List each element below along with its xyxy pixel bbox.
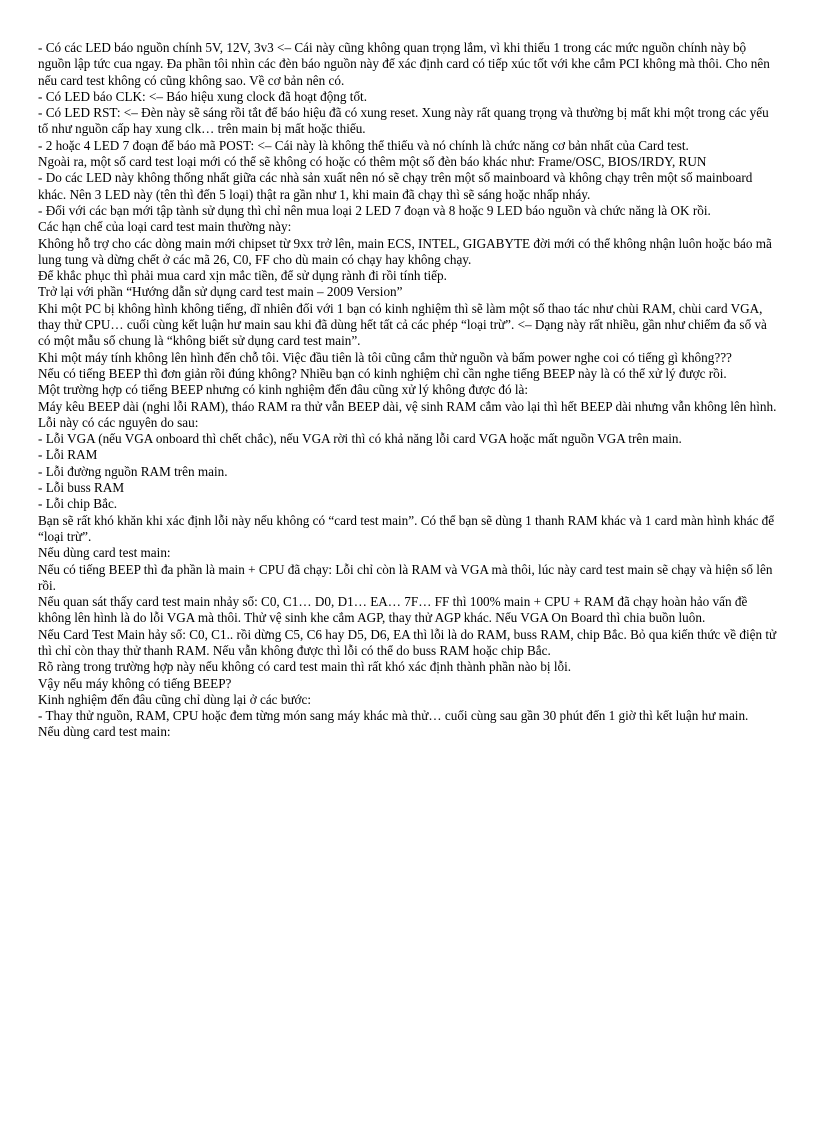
paragraph: Khi một máy tính không lên hình đến chỗ tôi. Việc đầu tiên là tôi cũng cắm thử nguồn và bấm power nghe coi có tiếng gì không??? [38, 349, 732, 365]
paragraph: Nếu Card Test Main hảy số: C0, C1.. rồi dừng C5, C6 hay D5, D6, EA thì lỗi là do RAM, buss RAM, chip Bắc. Bỏ qua kiến thức về điện tử thì chỉ còn thay thử thanh RAM. Nếu vẫn không được thì lỗi có thể do buss RAM hoặc chip Bắc. [38, 626, 777, 658]
paragraph: - Có LED báo CLK: <– Báo hiệu xung clock đã hoạt động tốt. [38, 88, 368, 104]
paragraph: Kinh nghiệm đến đâu cũng chỉ dùng lại ở các bước: [38, 691, 312, 707]
paragraph: Khi một PC bị không hình không tiếng, dĩ nhiên đối với 1 bạn có kinh nghiệm thì sẽ làm một số thao tác như chùi RAM, chùi card VGA, thay thử CPU… cuối cùng kết luận hư main sau khi đã dùng hết tất cả các phép “loại trừ”. <– Dạng này rất nhiều, gần như chiếm đa số và có một mẫu số chung là “không biết sử dụng card test main”. [38, 300, 767, 349]
paragraph: Máy kêu BEEP dài (nghi lỗi RAM), tháo RAM ra thử vẫn BEEP dài, vệ sinh RAM cắm vào lại thì hết BEEP dài nhưng vẫn không lên hình. [38, 398, 777, 414]
paragraph: - Lỗi buss RAM [38, 480, 125, 496]
paragraph: - Lỗi VGA (nếu VGA onboard thì chết chắc), nếu VGA rời thì có khả năng lỗi card VGA hoặc mất nguồn VGA trên main. [38, 431, 682, 447]
paragraph: Không hỗ trợ cho các dòng main mới chipset từ 9xx trở lên, main ECS, INTEL, GIGABYTE đời mới có thể không nhận luôn hoặc báo mã lung tung và dừng chết ở các mã 26, C0, FF cho dù main có chạy hay không chạy. [38, 235, 772, 267]
paragraph: - Lỗi RAM [38, 447, 98, 463]
paragraph: Nếu dùng card test main: [38, 545, 171, 561]
paragraph: Nếu dùng card test main: [38, 724, 171, 740]
paragraph: - Lỗi chip Bắc. [38, 496, 118, 512]
paragraph: Vậy nếu máy không có tiếng BEEP? [38, 675, 232, 691]
paragraph: - Thay thử nguồn, RAM, CPU hoặc đem từng món sang máy khác mà thử… cuối cùng sau gần 30 phút đến 1 giờ thì kết luận hư main. [38, 708, 749, 724]
paragraph: - Có các LED báo nguồn chính 5V, 12V, 3v3 <– Cái này cũng không quan trọng lắm, vì khi thiếu 1 trong các mức nguồn chính này bộ nguồn lập tức cua ngay. Đa phần tôi nhìn các đèn báo nguồn này để xác định card có tiếp xúc tốt với khe cắm PCI không mà thôi. Cho nên nếu card test không có cũng không sao. Về cơ bản nên có. [38, 40, 770, 88]
paragraph: Để khắc phục thì phải mua card xịn mắc tiền, để sử dụng rành đi rồi tính tiếp. [38, 268, 447, 284]
paragraph: Rõ ràng trong trường hợp này nếu không có card test main thì rất khó xác định thành phần nào bị lỗi. [38, 659, 572, 675]
paragraph: - Đối với các bạn mới tập tành sử dụng thì chỉ nên mua loại 2 LED 7 đoạn và 8 hoặc 9 LED báo nguồn và chức năng là OK rồi. [38, 202, 711, 218]
paragraph: Các hạn chế của loại card test main thường này: [38, 219, 292, 235]
document-page [38, 40, 778, 741]
paragraph: - 2 hoặc 4 LED 7 đoạn để báo mã POST: <– Cái này là không thể thiếu và nó chính là chức năng cơ bản nhất của Card test. [38, 137, 689, 153]
paragraph: - Do các LED này không thống nhất giữa các nhà sản xuất nên nó sẽ chạy trên một số mainboard và không chạy trên một số mainboard khác. Nên 3 LED này (tên thì đến 5 loại) thật ra gần như 1, khi main đã chạy thì sẽ sáng hoặc nhấp nháy. [38, 170, 753, 202]
paragraph: Trở lại với phần “Hướng dẫn sử dụng card test main – 2009 Version” [38, 284, 403, 300]
paragraph: - Có LED RST: <– Đèn này sẽ sáng rồi tắt để báo hiệu đã có xung reset. Xung này rất quang trọng và thường bị mất khi một trong các yếu tố như nguồn cấp hay xung clk… trên main bị mất hoặc thiếu. [38, 105, 769, 137]
paragraph: Một trường hợp có tiếng BEEP nhưng có kinh nghiệm đến đâu cũng xử lý không được đó là: [38, 382, 529, 398]
paragraph: - Lỗi đường nguồn RAM trên main. [38, 463, 228, 479]
paragraph: Lỗi này có các nguyên do sau: [38, 414, 199, 430]
paragraph: Bạn sẽ rất khó khăn khi xác định lỗi này nếu không có “card test main”. Có thể bạn sẽ dùng 1 thanh RAM khác và 1 card màn hình khác để “loại trừ”. [38, 512, 775, 544]
paragraph: Nếu có tiếng BEEP thì đơn giản rồi đúng không? Nhiều bạn có kinh nghiệm chỉ cần nghe tiếng BEEP này là có thể xử lý được rồi. [38, 365, 727, 381]
paragraph: Nếu có tiếng BEEP thì đa phần là main + CPU đã chạy: Lỗi chỉ còn là RAM và VGA mà thôi, lúc này card test main sẽ chạy và hiện số lên rồi. [38, 561, 773, 593]
paragraph: Nếu quan sát thấy card test main nhảy số: C0, C1… D0, D1… EA… 7F… FF thì 100% main + CPU + RAM đã chạy hoàn hảo vấn đề không lên hình là do lỗi VGA mà thôi. Thử vệ sinh khe cắm AGP, thay thử AGP khác. Nếu VGA On Board thì chia buồn luôn. [38, 594, 748, 626]
paragraph: Ngoài ra, một số card test loại mới có thể sẽ không có hoặc có thêm một số đèn báo khác như: Frame/OSC, BIOS/IRDY, RUN [38, 154, 707, 170]
